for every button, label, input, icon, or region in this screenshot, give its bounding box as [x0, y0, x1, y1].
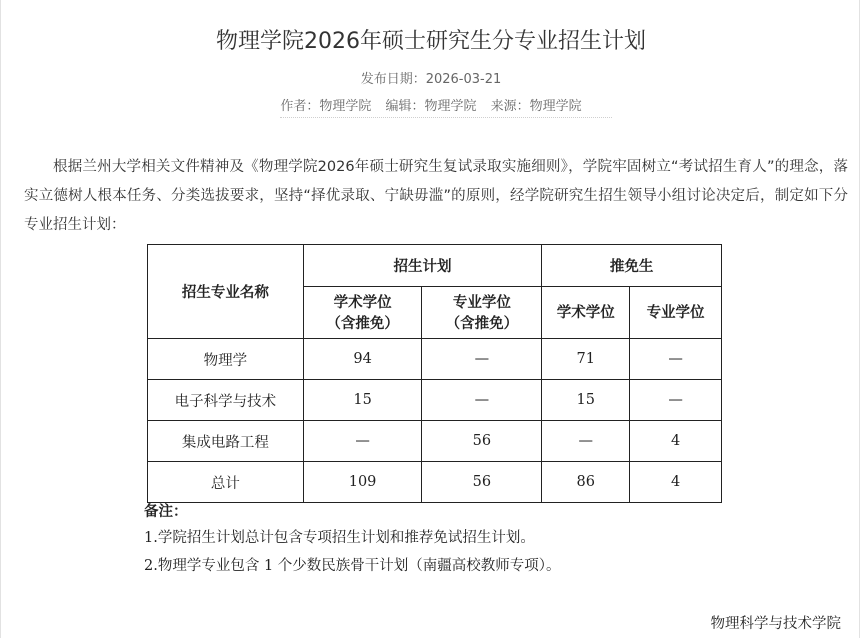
- cell-major: 电子科学与技术: [148, 380, 304, 421]
- cell-major: 集成电路工程: [148, 421, 304, 462]
- cell-academic: —: [303, 421, 422, 462]
- intro-paragraph: 根据兰州大学相关文件精神及《物理学院2026年硕士研究生复试录取实施细则》，学院牢固树立“考试招生育人”的理念，落实立德树人根本任务、分类选拔要求，坚持“择优录取、宁缺毋滥”的原则，经学院研究生招生领导小组讨论决定后，制定如下分专业招生计划：: [24, 159, 848, 233]
- table-row: [148, 380, 722, 421]
- cell-exempt-academic: —: [542, 421, 630, 462]
- header-academic-plan: 学术学位 （含推免）: [303, 287, 422, 339]
- article-meta: [1, 95, 860, 114]
- cell-academic: 15: [303, 380, 422, 421]
- cell-exempt-academic: 15: [542, 380, 630, 421]
- header-exempt: 推免生: [542, 245, 722, 287]
- publish-date: 发布日期：2026-03-21: [360, 72, 502, 87]
- cell-major: 总计: [148, 462, 304, 503]
- cell-exempt-academic: 71: [542, 339, 630, 380]
- cell-exempt-professional: 4: [630, 462, 722, 503]
- cell-exempt-professional: —: [630, 380, 722, 421]
- cell-professional: —: [422, 339, 542, 380]
- cell-exempt-professional: —: [630, 339, 722, 380]
- cell-exempt-academic: 86: [542, 462, 630, 503]
- cell-professional: —: [422, 380, 542, 421]
- table-row: [148, 339, 722, 380]
- notes-section: [144, 500, 744, 580]
- cell-exempt-professional: 4: [630, 421, 722, 462]
- enrollment-plan-table: [147, 244, 722, 503]
- cell-academic: 109: [303, 462, 422, 503]
- author-label: 作者：物理学院: [280, 99, 372, 114]
- note-item: 1.学院招生计划总计包含专项招生计划和推荐免试招生计划。: [144, 530, 535, 546]
- table-header-row: [148, 245, 722, 287]
- header-major: 招生专业名称: [148, 245, 304, 339]
- editor-label: 编辑：物理学院: [385, 99, 477, 114]
- header-academic-exempt: 学术学位: [542, 287, 630, 339]
- cell-major: 物理学: [148, 339, 304, 380]
- cell-academic: 94: [303, 339, 422, 380]
- header-professional-plan: 专业学位 （含推免）: [422, 287, 542, 339]
- cell-professional: 56: [422, 462, 542, 503]
- header-professional-exempt: 专业学位: [630, 287, 722, 339]
- table-row: [148, 421, 722, 462]
- header-plan: 招生计划: [303, 245, 542, 287]
- table-total-row: [148, 462, 722, 503]
- cell-professional: 56: [422, 421, 542, 462]
- notes-label: 备注：: [144, 503, 188, 520]
- meta-divider: [280, 117, 612, 118]
- source-label: 来源：物理学院: [490, 99, 582, 114]
- note-item: 2.物理学专业包含 1 个少数民族骨干计划（南疆高校教师专项）。: [144, 558, 561, 574]
- article-title: 物理学院2026年硕士研究生分专业招生计划: [216, 29, 646, 54]
- signature: 物理科学与技术学院: [710, 616, 841, 632]
